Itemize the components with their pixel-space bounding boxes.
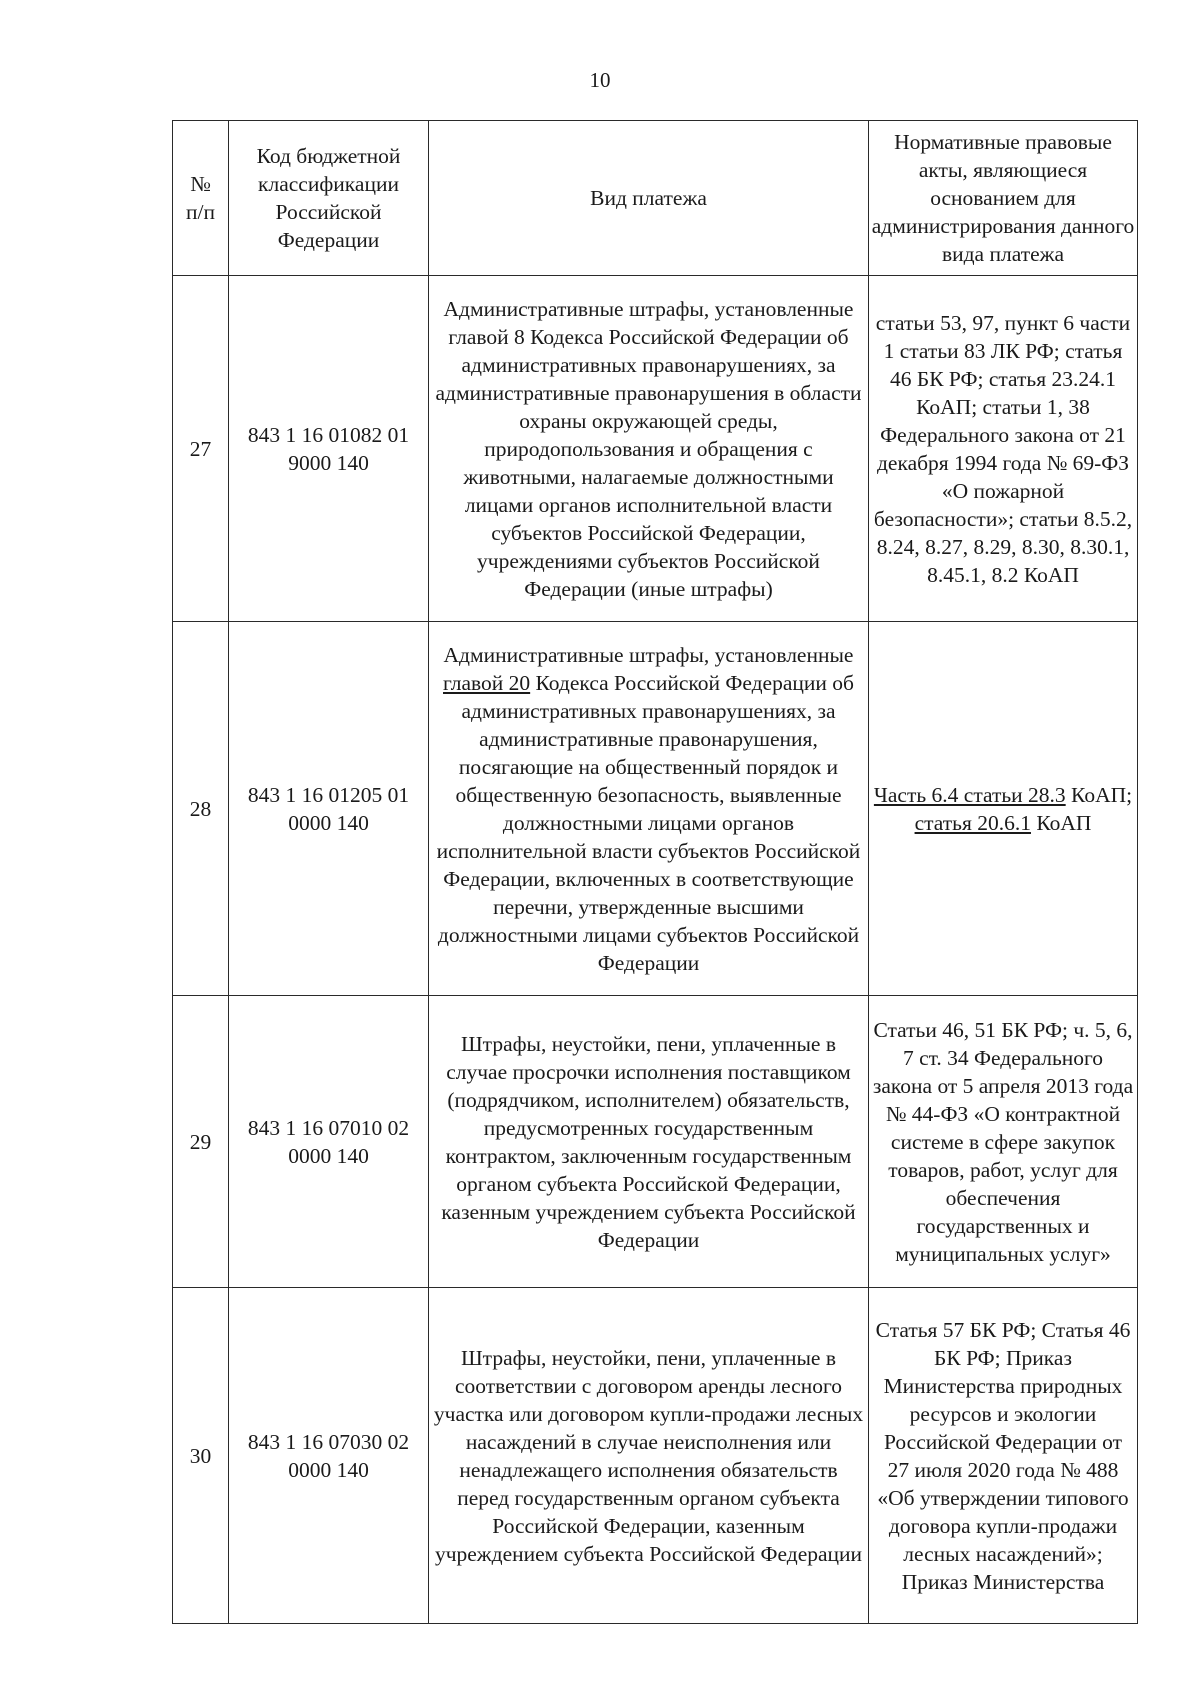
row-legal-acts (869, 622, 1138, 996)
row-legal-acts: Статьи 46, 51 БК РФ; ч. 5, 6, 7 ст. 34 Федерального закона от 5 апреля 2013 года № 44-ФЗ «О контрактной системе в сфере закупок товаров, работ, услуг для обеспечения государственных и муниципальных услуг» (869, 996, 1138, 1288)
row-num: 28 (173, 622, 229, 996)
table-row (173, 1288, 1138, 1624)
legal-acts-text: КоАП (1030, 810, 1092, 835)
row-payment-type: Административные штрафы, установленные главой 8 Кодекса Российской Федерации об административных правонарушениях, за административные правонарушения в области охраны окружающей среды, природопользования и обращения с животными, налагаемые должностными лицами органов исполнительной власти субъектов Российской Федерации, учреждениями субъектов Российской Федерации (иные штрафы) (429, 276, 869, 622)
row-code: 843 1 16 07030 02 0000 140 (229, 1288, 429, 1624)
legal-acts-text: КоАП; (1065, 782, 1133, 807)
row-num: 27 (173, 276, 229, 622)
row-legal-acts: Статья 57 БК РФ; Статья 46 БК РФ; Приказ Министерства природных ресурсов и экологии Российской Федерации от 27 июля 2020 года № 488 «Об утверждении типового договора купли-продажи лесных насаждений»; Приказ Министерства (869, 1288, 1138, 1624)
row-num: 30 (173, 1288, 229, 1624)
row-code: 843 1 16 01082 01 9000 140 (229, 276, 429, 622)
table-header-row (173, 121, 1138, 276)
article-20-6-1-link[interactable]: статья 20.6.1 (914, 810, 1031, 835)
payments-table (172, 120, 1138, 1624)
row-code: 843 1 16 07010 02 0000 140 (229, 996, 429, 1288)
table-row (173, 996, 1138, 1288)
row-code: 843 1 16 01205 01 0000 140 (229, 622, 429, 996)
header-payment-type: Вид платежа (429, 121, 869, 276)
payment-type-text: Административные штрафы, установленные (443, 642, 854, 667)
row-num: 29 (173, 996, 229, 1288)
row-payment-type: Штрафы, неустойки, пени, уплаченные в соответствии с договором аренды лесного участка или договором купли-продажи лесных насаждений в случае неисполнения или ненадлежащего исполнения обязательств перед государственным органом субъекта Российской Федерации, казенным учреждением субъекта Российской Федерации (429, 1288, 869, 1624)
payment-type-text: Кодекса Российской Федерации об административных правонарушениях, за административные правонарушения, посягающие на общественный порядок и общественную безопасность, выявленные должностными лицами органов исполнительной власти субъектов Российской Федерации, включенных в соответствующие перечни, утвержденные высшими должностными лицами субъектов Российской Федерации (436, 670, 861, 975)
row-legal-acts: статьи 53, 97, пункт 6 части 1 статьи 83 ЛК РФ; статья 46 БК РФ; статья 23.24.1 КоАП; статьи 1, 38 Федерального закона от 21 декабря 1994 года № 69-ФЗ «О пожарной безопасности»; статьи 8.5.2, 8.24, 8.27, 8.29, 8.30, 8.30.1, 8.45.1, 8.2 КоАП (869, 276, 1138, 622)
page-number: 10 (589, 68, 611, 92)
header-code: Код бюджетной классификации Российской Федерации (229, 121, 429, 276)
table-row (173, 276, 1138, 622)
header-num: № п/п (173, 121, 229, 276)
row-payment-type (429, 622, 869, 996)
table-row (173, 622, 1138, 996)
header-legal-acts: Нормативные правовые акты, являющиеся основанием для администрирования данного вида платежа (869, 121, 1138, 276)
chapter-20-link[interactable]: главой 20 (443, 670, 531, 695)
row-payment-type: Штрафы, неустойки, пени, уплаченные в случае просрочки исполнения поставщиком (подрядчиком, исполнителем) обязательств, предусмотренных государственным контрактом, заключенным государственным органом субъекта Российской Федерации, казенным учреждением субъекта Российской Федерации (429, 996, 869, 1288)
article-28-3-link[interactable]: Часть 6.4 статьи 28.3 (873, 782, 1066, 807)
